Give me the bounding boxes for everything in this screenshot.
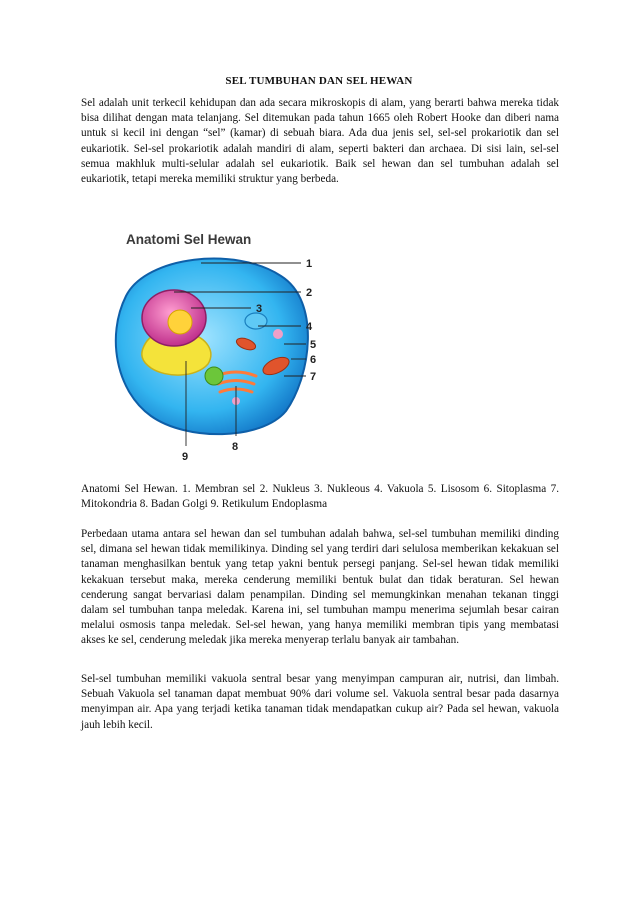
label-7: 7 (310, 371, 317, 383)
label-4: 4 (306, 321, 313, 333)
animal-cell-figure (96, 226, 356, 466)
figure-title: Anatomi Sel Hewan (126, 232, 252, 247)
vacuole-shape (245, 313, 267, 329)
lysosome-shape (205, 367, 223, 385)
figure-caption: Anatomi Sel Hewan. 1. Membran sel 2. Nukleus 3. Nukleous 4. Vakuola 5. Lisosom 6. Sitoplasma 7. Mitokondria 8. Badan Golgi 9. Retikulum Endoplasma (81, 483, 559, 511)
difference-paragraph: Perbedaan utama antara sel hewan dan sel tumbuhan adalah bahwa, sel-sel tumbuhan memiliki dinding sel, dimana sel hewan tidak memilikinya. Dinding sel yang terdiri dari selulosa memberikan kekakuan sel tanaman menghasilkan bentuk yang tetap yakni bentuk persegi panjang. Sel-sel hewan tidak memiliki kekakuan tersebut maka, mereka cenderung memiliki bentuk bulat dan tidak beraturan. Sel hewan cenderung sangat bervariasi dalam penampilan. Dinding sel memungkinkan menahan tekanan tinggi dalam sel tumbuhan tanpa meledak. Karena ini, sel tumbuhan mampu menerima sejumlah besar cairan melalui osmosis tanpa meledak. Sel-sel hewan, yang hanya memiliki membran tipis yang membatasi akses ke sel, cenderung meledak jika mereka menyerap terlalu banyak air tambahan. (81, 528, 559, 647)
intro-paragraph: Sel adalah unit terkecil kehidupan dan ada secara mikroskopis di alam, yang berarti bahwa mereka tidak bisa dilihat dengan mata telanjang. Sel ditemukan pada tahun 1665 oleh Robert Hooke dan diberi nama untuk si kecil ini dengan “sel” (kamar) di sebuah biara. Ada dua jenis sel, sel-sel prokariotik dan sel eukariotik. Sel-sel prokariotik adalah mandiri di alam, seperti bakteri dan archaea. Di sisi lain, sel-sel semua makhluk multi-selular adalah sel eukariotik. Baik sel hewan dan sel tumbuhan adalah sel eukariotik, tetapi mereka memiliki struktur yang berbeda. (81, 97, 559, 186)
vacuole-paragraph: Sel-sel tumbuhan memiliki vakuola sentral besar yang menyimpan campuran air, nutrisi, dan limbah. Sebuah Vakuola sel tanaman dapat membuat 90% dari volume sel. Vakuola sentral besar pada dasarnya menyimpan air. Apa yang terjadi ketika tanaman tidak mendapatkan cukup air? Pada sel hewan, vakuola jauh lebih kecil. (81, 673, 559, 731)
label-8: 8 (232, 441, 239, 453)
label-2: 2 (306, 287, 313, 299)
label-3: 3 (256, 303, 263, 315)
nucleolus-shape (168, 310, 192, 334)
label-5: 5 (310, 339, 317, 351)
document-title: SEL TUMBUHAN DAN SEL HEWAN (225, 75, 413, 87)
animal-cell-illustration (96, 226, 356, 466)
label-6: 6 (310, 354, 317, 366)
label-9: 9 (182, 451, 189, 463)
label-1: 1 (306, 258, 313, 270)
